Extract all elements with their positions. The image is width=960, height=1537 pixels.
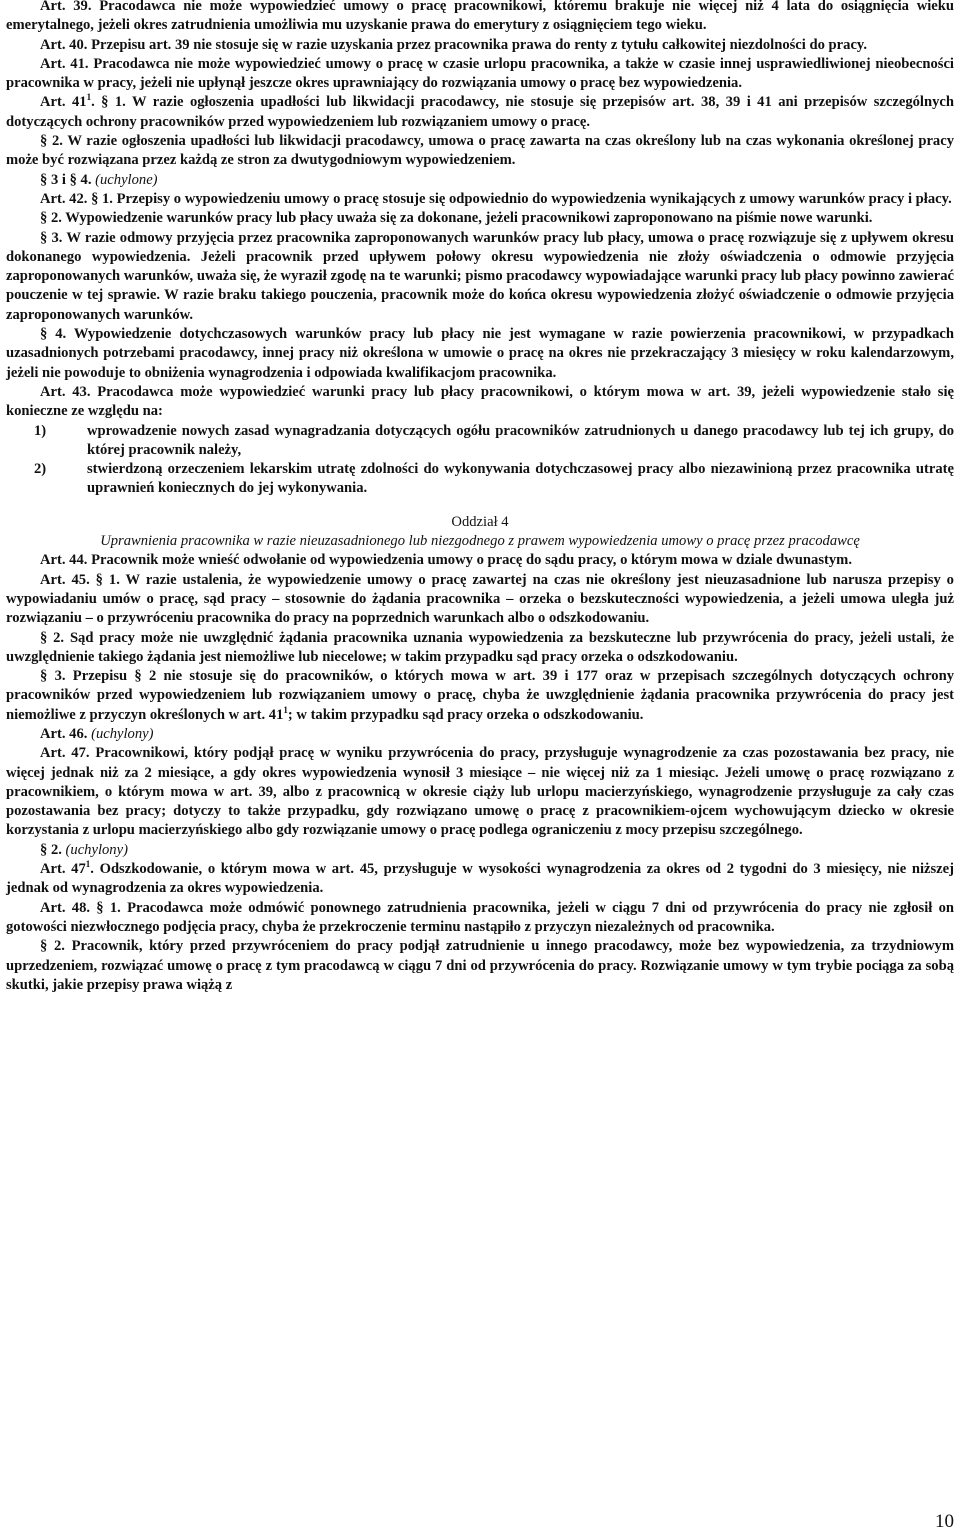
article-48-par-1: Art. 48. § 1. Pracodawca może odmówić ponownego zatrudnienia pracownika, jeżeli w ciągu 7 dni od przywrócenia do pracy nie zgłosił on gotowości niezwłocznego podjęcia pracy, chyba że przekroczenie terminu nastąpiło z przyczyn niezależnych od pracownika. [6, 899, 954, 935]
article-48-par-2: § 2. Pracownik, który przed przywróceniem do pracy podjął zatrudnienie u innego pracodawcy, może bez wypowiedzenia, za trzydniowym uprzedzeniem, rozwiązać umowę o pracę z tym pracodawcą w ciągu 7 dni od przywrócenia do pracy. Rozwiązanie umowy w tym trybie pociąga za sobą skutki, jakie przepisy prawa wiążą z [6, 938, 955, 993]
article-41-1-par-1: Art. $41^1$. § 1. W razie ogłoszenia upadłości lub likwidacji pracodawcy, nie stosuje się przepisów art. 38, 39 i 41 ani przepisów szczególnych dotyczących ochrony pracowników przed wypowiedzeniem lub rozwiązaniem umowy o pracę. [6, 92, 954, 130]
article-42-par-3: § 3. W razie odmowy przyjęcia przez pracownika zaproponowanych warunków pracy lub płacy, umowa o pracę rozwiązuje się z upływem okresu dokonanego wypowiedzenia. Jeżeli pracownik przed upływem połowy okresu wypowiedzenia nie złoży oświadczenia o odmowie przyjęcia zaproponowanych warunków, uważa się, że wyraził zgodę na te warunki; pismo pracodawcy wypowiadające warunki pracy lub płacy powinno zawierać pouczenie w tej sprawie. W razie braku takiego pouczenia, pracownik może do końca okresu wypowiedzenia złożyć oświadczenie o odmowie przyjęcia zaproponowanych warunków. [6, 229, 954, 323]
article-42-par-4: § 4. Wypowiedzenie dotychczasowych warunków pracy lub płacy nie jest wymagane w razie powierzenia pracownikowi, w przypadkach uzasadnionych potrzebami pracodawcy, innej pracy niż określona w umowie o pracę na okres nie przekraczający 3 miesięcy w roku kalendarzowym, jeżeli nie powoduje to obniżenia wynagrodzenia i odpowiada kwalifikacjom pracownika. [6, 326, 955, 381]
article-45-par-2: § 2. Sąd pracy może nie uwzględnić żądania pracownika uznania wypowiedzenia za bezskuteczne lub przywrócenia do pracy, jeżeli ustali, że uwzględnienie takiego żądania jest niemożliwe lub niecelowe; w takim przypadku sąd pracy orzeka o odszkodowaniu. [6, 629, 954, 665]
article-42-par-1: Art. 42. § 1. Przepisy o wypowiedzeniu umowy o pracę stosuje się odpowiednio do wypowiedzenia wynikających z umowy warunków pracy i płacy. [40, 190, 952, 207]
document-content [6, 0, 954, 995]
article-45-par-1: Art. 45. § 1. W razie ustalenia, że wypowiedzenie umowy o pracę zawartej na czas nie określony jest nieuzasadnione lub narusza przepisy o wypowiadaniu umów o pracę, sąd pracy – stosownie do żądania pracownika – orzeka o bezskuteczności wypowiedzenia, a jeżeli umowa uległa już rozwiązaniu – o przywróceniu pracownika do pracy na poprzednich warunkach albo o odszkodowaniu. [6, 571, 954, 627]
article-44: Art. 44. Pracownik może wnieść odwołanie od wypowiedzenia umowy o pracę do sądu pracy, o którym mowa w dziale dwunastym. [40, 552, 852, 569]
article-43: Art. 43. Pracodawca może wypowiedzieć warunki pracy lub płacy pracownikowi, o którym mowa w art. 39, jeżeli wypowiedzenie stało się konieczne ze względu na: [6, 383, 954, 420]
article-47: Art. 47. Pracownikowi, który podjął pracę w wyniku przywrócenia do pracy, przysługuje wynagrodzenie za czas pozostawania bez pracy, nie więcej jednak niż za 2 miesiące, a gdy okres wypowiedzenia wynosił 3 miesiące – nie więcej niż za 1 miesiąc. Jeżeli umowę o pracę rozwiązano z pracownikiem, o którym mowa w art. 39, albo z pracownicą w okresie ciąży lub urlopu macierzyńskiego, wynagrodzenie przysługuje za cały czas pozostawania bez pracy; dotyczy to także przypadku, gdy rozwiązano umowę o pracę z pracownikiem-ojcem wychowującym dziecko w okresie korzystania z urlopu macierzyńskiego albo gdy rozwiązanie umowy o pracę podlega ograniczeniu z mocy przepisu szczególnego. [6, 745, 954, 839]
article-40: Art. 40. Przepisu art. 39 nie stosuje się w razie uzyskania przez pracownika prawa do renty z tytułu całkowitej niezdolności do pracy. [40, 36, 868, 53]
article-41-1-par-2: § 2. W razie ogłoszenia upadłości lub likwidacji pracodawcy, umowa o pracę zawarta na czas określony lub na czas wykonania określonej pracy może być rozwiązana przez każdą ze stron za dwutygodniowym wypowiedzeniem. [6, 133, 955, 169]
article-47-1: Art. $47^1$. Odszkodowanie, o którym mowa w art. 45, przysługuje w wysokości wynagrodzenia za okres od 2 tygodni do 3 miesięcy, nie niższej jednak od wynagrodzenia za okres wypowiedzenia. [6, 859, 954, 897]
article-45-par-3: § 3. Przepisu § 2 nie stosuje się do pracowników, o których mowa w art. 39 i 177 oraz w przepisach szczególnych dotyczących ochrony pracowników przed wypowiedzeniem lub rozwiązaniem umowy o pracę, chyba że uwzględnienie żądania pracownika przywrócenia do pracy jest niemożliwe z przyczyn określonych w art. $41^1$; w takim przypadku sąd pracy orzeka o odszkodowaniu. [6, 668, 955, 723]
page-number: 10 [935, 1511, 954, 1532]
section-subtitle: Uprawnienia pracownika w razie nieuzasadnionego lub niezgodnego z prawem wypowiedzenia umowy o pracę przez pracodawcę [100, 533, 860, 550]
article-46: Art. 46. (uchylony) [40, 725, 154, 742]
article-42-par-2: § 2. Wypowiedzenie warunków pracy lub płacy uważa się za dokonane, jeżeli pracownikowi zaproponowano na piśmie nowe warunki. [40, 210, 873, 227]
article-39: Art. 39. Pracodawca nie może wypowiedzieć umowy o pracę pracownikowi, któremu brakuje nie więcej niż 4 lata do osiągnięcia wieku emerytalnego, jeżeli okres zatrudnienia umożliwia mu uzyskanie prawa do emerytury z osiągnięciem tego wieku. [6, 0, 955, 34]
article-41: Art. 41. Pracodawca nie może wypowiedzieć umowy o pracę w czasie urlopu pracownika, a także w czasie innej usprawiedliwionej nieobecności pracownika w pracy, jeżeli nie upłynął jeszcze okres uprawniający do rozwiązania umowy o pracę bez wypowiedzenia. [6, 55, 954, 92]
section-title: Oddział 4 [451, 513, 509, 530]
list-item: 2) stwierdzoną orzeczeniem lekarskim utratę zdolności do wykonywania dotychczasowej pracy albo niezawinioną przez pracownika utratę uprawnień koniecznych do jej wykonywania. [34, 461, 954, 497]
list-item: 1) wprowadzenie nowych zasad wynagradzania dotyczących ogółu pracowników zatrudnionych u danego pracodawcy lub tej ich grupy, do której pracownik należy, [34, 422, 954, 458]
article-41-1-par-3-4: § 3 i § 4. (uchylone) [40, 171, 158, 188]
article-47-par-2: § 2. (uchylony) [40, 841, 128, 858]
